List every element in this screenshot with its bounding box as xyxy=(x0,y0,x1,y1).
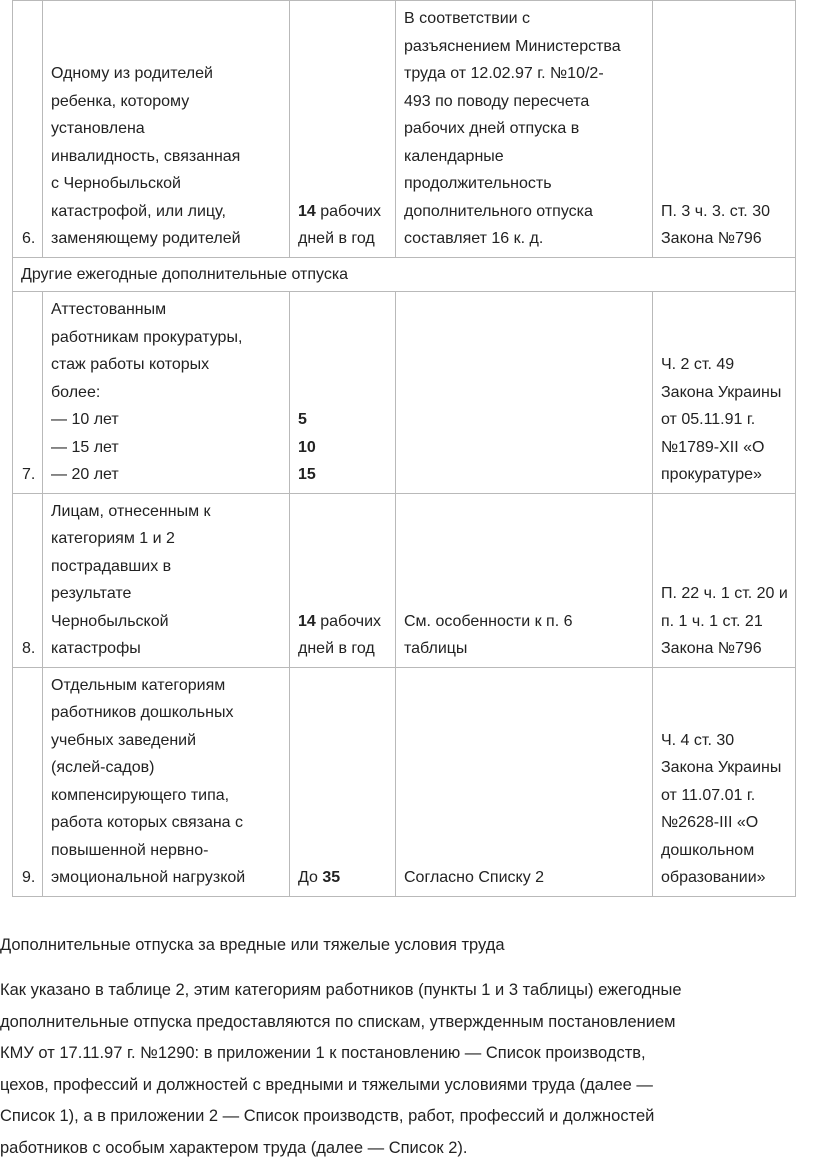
category-line: с Чернобыльской xyxy=(51,175,181,192)
category-line: результате xyxy=(51,585,132,602)
category-line: — 15 лет xyxy=(51,438,119,456)
duration-line xyxy=(298,864,391,892)
duration-line xyxy=(298,198,391,226)
leave-note xyxy=(396,292,653,494)
duration-value: 10 xyxy=(298,438,316,456)
note-line: дополнительного отпуска xyxy=(404,202,593,220)
category-line: Аттестованным xyxy=(51,301,167,318)
law-line: Закона Украины xyxy=(661,759,782,776)
category-line: установлена xyxy=(51,120,145,137)
law-line: №2628-III «О xyxy=(661,814,759,831)
row-number: 6. xyxy=(13,1,43,258)
duration-value: 15 xyxy=(298,466,316,483)
paragraph-line: Как указано в таблице 2, этим категориям работников (пункты 1 и 3 таблицы) ежегодные xyxy=(0,981,682,999)
table-row xyxy=(13,667,796,896)
category-line: ребенка, которому xyxy=(51,92,190,110)
category-line: работа которых связана с xyxy=(51,814,244,831)
leave-table xyxy=(12,0,796,897)
category-line: катастрофы xyxy=(51,640,141,657)
category-line: пострадавших в xyxy=(51,557,172,575)
category-line: — 10 лет xyxy=(51,411,119,428)
leave-note xyxy=(396,1,653,258)
leave-duration xyxy=(290,667,396,896)
row-number: 9. xyxy=(13,667,43,896)
law-line: Закона Украины xyxy=(661,383,782,401)
table-row xyxy=(13,292,796,494)
legal-basis xyxy=(653,1,796,258)
table-row xyxy=(13,1,796,258)
note-line: составляет 16 к. д. xyxy=(404,230,544,247)
category-line: Чернобыльской xyxy=(51,612,169,630)
law-line: от 05.11.91 г. xyxy=(661,411,756,428)
law-line: дошкольном xyxy=(661,841,755,859)
paragraph-line: Список 1), а в приложении 2 — Список производств, работ, профессий и должностей xyxy=(0,1107,655,1125)
section-title: Другие ежегодные дополнительные отпуска xyxy=(13,257,796,292)
category-line: эмоциональной нагрузкой xyxy=(51,869,246,886)
category-line: заменяющему родителей xyxy=(51,230,241,247)
leave-duration xyxy=(290,292,396,494)
note-line: См. особенности к п. 6 xyxy=(404,612,573,630)
law-line: Закона №796 xyxy=(661,230,762,247)
category-line: учебных заведений xyxy=(51,731,197,749)
note-line: продолжительность xyxy=(404,175,552,192)
employee-category xyxy=(43,292,290,494)
law-line: от 11.07.01 г. xyxy=(661,786,756,804)
duration-unit: рабочих xyxy=(315,202,382,220)
leave-table-body xyxy=(13,1,796,897)
row-number: 8. xyxy=(13,493,43,667)
section-heading xyxy=(0,930,816,962)
paragraph-line: дополнительные отпуска предоставляются по спискам, утвержденным постановлением xyxy=(0,1012,676,1031)
law-line: п. 1 ч. 1 ст. 21 xyxy=(661,612,763,630)
legal-basis xyxy=(653,667,796,896)
note-line: разъяснением Министерства xyxy=(404,37,621,55)
leave-note xyxy=(396,493,653,667)
category-line: стаж работы которых xyxy=(51,356,210,373)
category-line: компенсирующего типа, xyxy=(51,786,230,804)
category-line: Одному из родителей xyxy=(51,65,213,82)
category-line: работникам прокуратуры, xyxy=(51,328,243,346)
category-line: — 20 лет xyxy=(51,466,119,483)
category-line: работников дошкольных xyxy=(51,704,234,721)
duration-days: 14 xyxy=(298,202,316,220)
law-line: П. 22 ч. 1 ст. 20 и xyxy=(661,585,788,602)
law-line: Закона №796 xyxy=(661,640,762,657)
duration-prefix: До xyxy=(298,869,323,886)
category-line: более: xyxy=(51,383,101,401)
law-line: №1789-XII «О xyxy=(661,438,765,456)
table-row xyxy=(13,493,796,667)
category-line: повышенной нервно- xyxy=(51,841,209,859)
note-line: таблицы xyxy=(404,640,468,657)
note-line: календарные xyxy=(404,147,504,165)
category-line: инвалидность, связанная xyxy=(51,147,241,165)
duration-value: 5 xyxy=(298,411,307,428)
duration-days: 14 xyxy=(298,612,316,630)
law-line: прокуратуре» xyxy=(661,466,762,483)
legal-basis xyxy=(653,493,796,667)
note-line: Согласно Списку 2 xyxy=(404,869,545,886)
duration-days: 35 xyxy=(322,869,341,886)
duration-line: дней в год xyxy=(298,230,375,247)
duration-unit: рабочих xyxy=(315,612,382,630)
leave-duration xyxy=(290,1,396,258)
category-line: категориям 1 и 2 xyxy=(51,530,175,547)
category-line: Лицам, отнесенным к xyxy=(51,502,211,520)
note-line: 493 по поводу пересчета xyxy=(404,92,590,110)
duration-line xyxy=(298,608,391,636)
paragraph-line: КМУ от 17.11.97 г. №1290: в приложении 1 к постановлению — Список производств, xyxy=(0,1044,646,1062)
employee-category xyxy=(43,667,290,896)
category-line: (яслей-садов) xyxy=(51,759,155,776)
body-paragraph xyxy=(0,975,816,1164)
note-line: труда от 12.02.97 г. №10/2- xyxy=(404,65,604,82)
employee-category xyxy=(43,1,290,258)
paragraph-line: работников с особым характером труда (далее — Список 2). xyxy=(0,1138,468,1157)
section-heading-text: Дополнительные отпуска за вредные или тяжелые условия труда xyxy=(0,936,505,954)
section-row xyxy=(13,257,796,292)
duration-line: дней в год xyxy=(298,640,375,657)
law-line: Ч. 2 ст. 49 xyxy=(661,356,735,373)
law-line: П. 3 ч. 3. ст. 30 xyxy=(661,202,770,220)
law-line: Ч. 4 ст. 30 xyxy=(661,731,735,749)
row-number: 7. xyxy=(13,292,43,494)
note-line: В соответствии с xyxy=(404,10,531,27)
legal-basis xyxy=(653,292,796,494)
paragraph-line: цехов, профессий и должностей с вредными и тяжелыми условиями труда (далее — xyxy=(0,1075,653,1094)
leave-duration xyxy=(290,493,396,667)
leave-note xyxy=(396,667,653,896)
category-line: Отдельным категориям xyxy=(51,676,226,694)
employee-category xyxy=(43,493,290,667)
note-line: рабочих дней отпуска в xyxy=(404,120,580,137)
law-line: образовании» xyxy=(661,869,766,886)
category-line: катастрофой, или лицу, xyxy=(51,202,226,220)
